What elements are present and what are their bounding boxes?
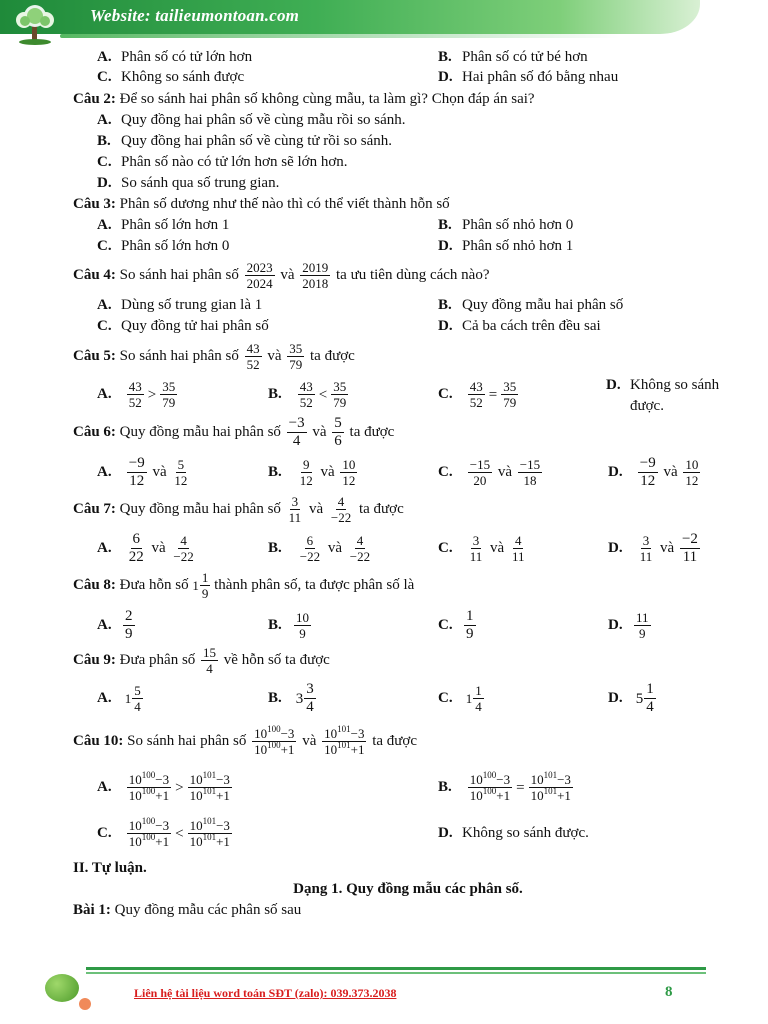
q6-option-d: D. $\frac{-9}{12}$ và $\frac{10}{12}$: [608, 455, 699, 490]
q1-option-d: D. Hai phân số đó bằng nhau: [438, 69, 619, 85]
footer-line-top: [86, 967, 706, 970]
dang-1-heading: Dạng 1. Quy đồng mẫu các phân số.: [293, 881, 523, 897]
page-header: [0, 0, 768, 46]
q6-option-c: C. $\frac{-15}{20}$ và $\frac{-15}{18}$: [438, 457, 541, 489]
q4-fraction-2: $\frac{2019}{2018}$: [302, 260, 329, 292]
q8-option-c: C. $\frac{1}{9}$: [438, 608, 474, 643]
footer-leaf-icon: [45, 974, 79, 1002]
q3-option-c: C. Phân số lớn hơn 0: [97, 238, 230, 254]
q10-option-a: A. $\frac{10^{100}-3}{10^{100}+1}$ > $\frac{10^{101}-3}{10^{101}+1}$: [97, 770, 230, 804]
q2-option-a: A. Quy đồng hai phân số về cùng mẫu rồi so sánh.: [97, 112, 406, 128]
q4-option-d: D. Cả ba cách trên đều sai: [438, 318, 601, 334]
q4-fraction-1: $\frac{2023}{2024}$: [246, 260, 273, 292]
q1-option-a: A. Phân số có tử lớn hơn: [97, 49, 253, 65]
q10-option-c: C. $\frac{10^{100}-3}{10^{100}+1}$ < $\frac{10^{101}-3}{10^{101}+1}$: [97, 816, 230, 850]
q4-question: Câu 4: So sánh hai phân số $\frac{2023}{2024}$ và $\frac{2019}{2018}$ ta ưu tiên dùng cách nào?: [73, 260, 490, 292]
q7-option-a: A. $\frac{6}{22}$ và $\frac{4}{-22}$: [97, 531, 194, 566]
q10-fraction-2: $\frac{10^{101}-3}{10^{101}+1}$: [324, 724, 365, 758]
q5-fraction-2: $\frac{35}{79}$: [289, 341, 303, 373]
q7-question: Câu 7: Quy đồng mẫu hai phân số $\frac{3}{11}$ và $\frac{4}{-22}$ ta được: [73, 494, 404, 526]
q3-option-d: D. Phân số nhỏ hơn 1: [438, 238, 574, 254]
footer-line-bottom: [86, 972, 706, 974]
q1-option-c: C. Không so sánh được: [97, 69, 245, 85]
q5-option-b: B. $\frac{43}{52}$ < $\frac{35}{79}$: [268, 379, 347, 411]
page-number: 8: [665, 984, 673, 1000]
q9-option-d: D. 5 $\frac{1}{4}$: [608, 681, 654, 716]
footer-contact-link[interactable]: Liên hệ tài liệu word toán SĐT (zalo): 039.373.2038: [134, 986, 397, 1000]
q10-fraction-1: $\frac{10^{100}-3}{10^{100}+1}$: [254, 724, 295, 758]
q9-question: Câu 9: Đưa phân số $\frac{15}{4}$ về hỗn số ta được: [73, 645, 330, 677]
q10-question: Câu 10: So sánh hai phân số $\frac{10^{100}-3}{10^{100}+1}$ và $\frac{10^{101}-3}{10^{101}+1}$ ta được: [73, 724, 417, 758]
q8-option-a: A. $\frac{2}{9}$: [97, 608, 133, 643]
q7-option-b: B. $\frac{6}{-22}$ và $\frac{4}{-22}$: [268, 533, 371, 565]
tree-logo-icon: [10, 2, 60, 46]
bai-1: Bài 1: Quy đồng mẫu các phân số sau: [73, 902, 302, 918]
q5-question: Câu 5: So sánh hai phân số $\frac{43}{52}$ và $\frac{35}{79}$ ta được: [73, 341, 355, 373]
q2-option-d: D. So sánh qua số trung gian.: [97, 175, 280, 191]
q8-option-d: D. $\frac{11}{9}$: [608, 610, 649, 642]
q5-option-d: D. Không so sánh được.: [606, 377, 720, 414]
q5-option-c: C. $\frac{43}{52}$ = $\frac{35}{79}$: [438, 379, 517, 411]
q1-option-b: B. Phân số có tử bé hơn: [438, 49, 588, 65]
q3-question: Câu 3: Phân số dương như thế nào thì có thể viết thành hỗn số: [73, 196, 450, 212]
q6-option-a: A. $\frac{-9}{12}$ và $\frac{5}{12}$: [97, 455, 188, 490]
q8-option-b: B. $\frac{10}{9}$: [268, 610, 309, 642]
q6-option-b: B. $\frac{9}{12}$ và $\frac{10}{12}$: [268, 457, 356, 489]
q4-option-a: A. Dùng số trung gian là 1: [97, 297, 263, 313]
q8-question: Câu 8: Đưa hỗn số 1 $\frac{1}{9}$ thành phân số, ta được phân số là: [73, 570, 415, 602]
q6-question: Câu 6: Quy đồng mẫu hai phân số $\frac{-3}{4}$ và $\frac{5}{6}$ ta được: [73, 415, 395, 450]
q4-option-b: B. Quy đồng mẫu hai phân số: [438, 297, 624, 313]
q3-option-a: A. Phân số lớn hơn 1: [97, 217, 230, 233]
q5-fraction-1: $\frac{43}{52}$: [246, 341, 260, 373]
q4-option-c: C. Quy đồng tử hai phân số: [97, 318, 269, 334]
q10-option-b: B. $\frac{10^{100}-3}{10^{100}+1}$ = $\frac{10^{101}-3}{10^{101}+1}$: [438, 770, 571, 804]
q10-option-d: D. Không so sánh được.: [438, 825, 589, 841]
q3-option-b: B. Phân số nhỏ hơn 0: [438, 217, 574, 233]
q9-option-b: B. 3 $\frac{3}{4}$: [268, 681, 314, 716]
section-title: II. Tự luận.: [73, 860, 147, 876]
q2-option-b: B. Quy đồng hai phân số về cùng tử rồi so sánh.: [97, 133, 393, 149]
website-title[interactable]: Website: tailieumontoan.com: [90, 6, 300, 25]
q5-option-a: A. $\frac{43}{52}$ > $\frac{35}{79}$: [97, 379, 176, 411]
q2-option-c: C. Phân số nào có tử lớn hơn sẽ lớn hơn.: [97, 154, 348, 170]
q7-option-d: D. $\frac{3}{11}$ và $\frac{-2}{11}$: [608, 531, 698, 566]
q9-option-c: C. 1 $\frac{1}{4}$: [438, 683, 482, 715]
footer-dot-icon: [79, 998, 91, 1010]
header-underline: [60, 34, 620, 38]
q2-question: Câu 2: Để so sánh hai phân số không cùng mẫu, ta làm gì? Chọn đáp án sai?: [73, 91, 535, 107]
q9-option-a: A. 1 $\frac{5}{4}$: [97, 683, 141, 715]
q7-option-c: C. $\frac{3}{11}$ và $\frac{4}{11}$: [438, 533, 525, 565]
